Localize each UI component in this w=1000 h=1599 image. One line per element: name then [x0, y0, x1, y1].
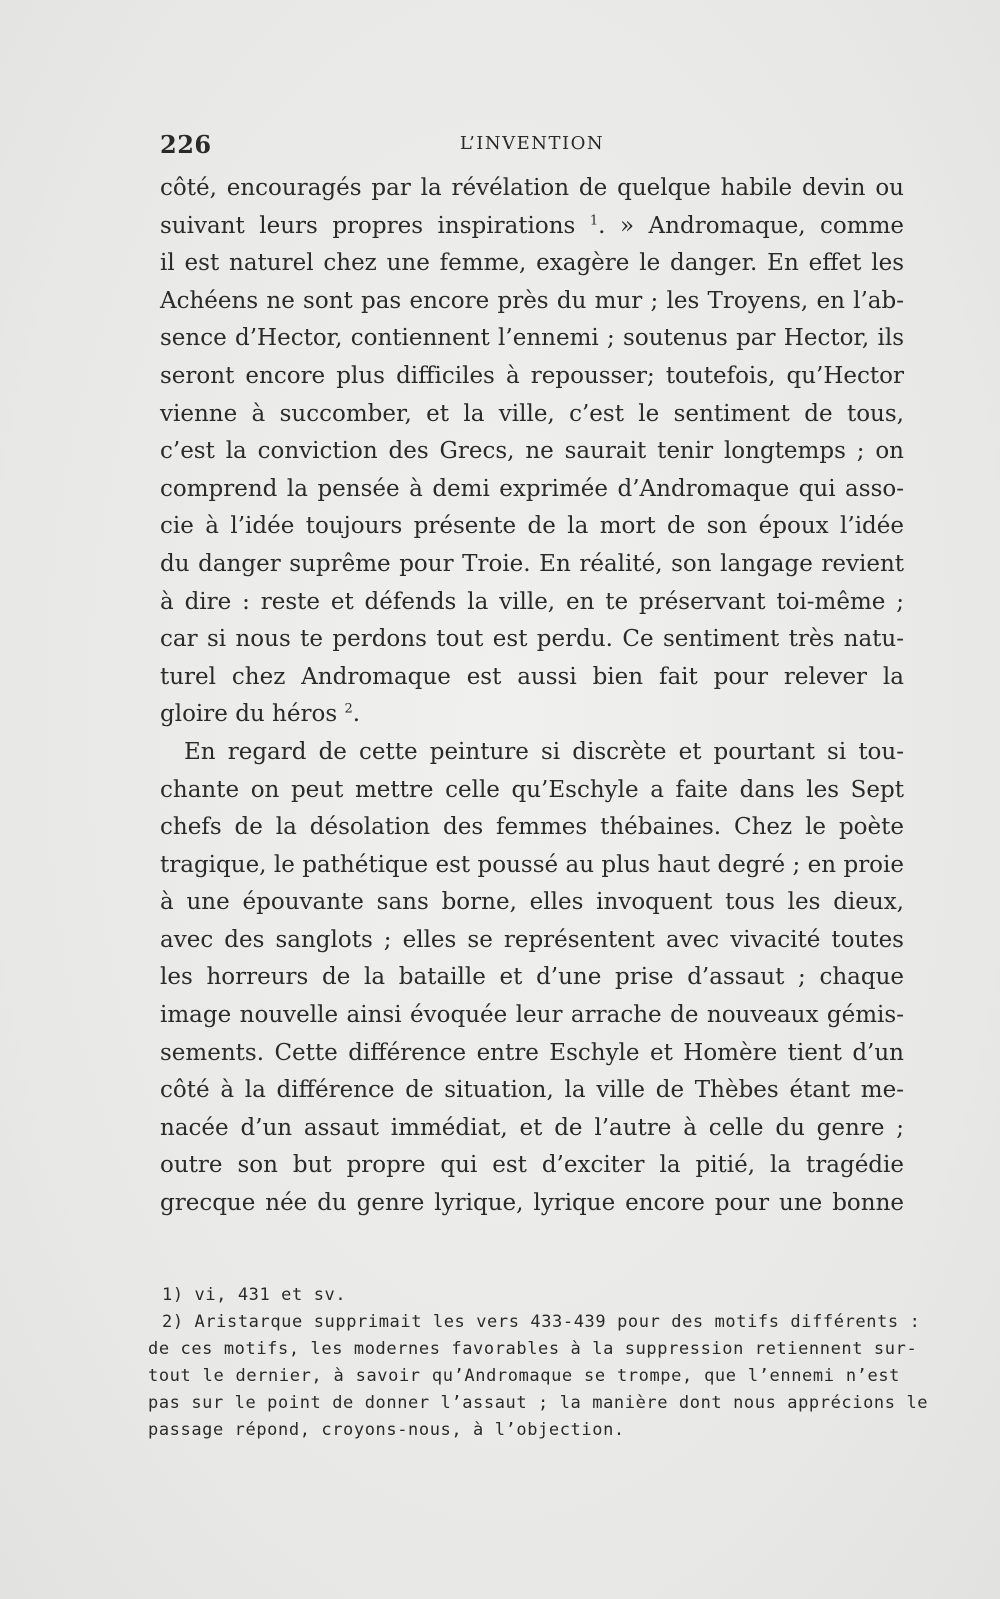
text-line: comprend la pensée à demi exprimée d’Andromaque qui asso- — [160, 475, 904, 502]
text-line: côté à la différence de situation, la ville de Thèbes étant me- — [160, 1077, 904, 1104]
footnote-line: tout le dernier, à savoir qu’Andromaque se trompe, que l’ennemi n’est — [148, 1366, 900, 1386]
page-header — [160, 130, 904, 166]
text-line: à une épouvante sans borne, elles invoquent tous les dieux, — [160, 889, 904, 916]
text-line: turel chez Andromaque est aussi bien fait pour relever la — [160, 663, 904, 690]
text-fragment: . — [352, 701, 361, 728]
text-line: à dire : reste et défends la ville, en te préservant toi-même ; — [160, 588, 904, 615]
footnote-line: pas sur le point de donner l’assaut ; la manière dont nous apprécions le — [148, 1393, 929, 1413]
text-line: les horreurs de la bataille et d’une prise d’assaut ; chaque — [160, 964, 904, 991]
text-line: chefs de la désolation des femmes thébaines. Chez le poète — [160, 814, 904, 841]
page-number: 226 — [160, 130, 212, 159]
footnote-line: passage répond, croyons-nous, à l’objection. — [148, 1420, 625, 1440]
text-line: Achéens ne sont pas encore près du mur ; les Troyens, en l’ab- — [160, 287, 904, 314]
text-line: grecque née du genre lyrique, lyrique encore pour une bonne — [160, 1190, 904, 1217]
text-line: côté, encouragés par la révélation de quelque habile devin ou — [160, 175, 904, 201]
footnotes — [148, 1282, 929, 1444]
text-line: seront encore plus difficiles à repousser; toutefois, qu’Hector — [160, 362, 904, 389]
text-line: chante on peut mettre celle qu’Eschyle a faite dans les Sept — [160, 776, 904, 803]
text-line: vienne à succomber, et la ville, c’est le sentiment de tous, — [160, 400, 904, 427]
text-line: car si nous te perdons tout est perdu. Ce sentiment très natu- — [160, 626, 904, 653]
body-text — [160, 170, 904, 1223]
text-line: tragique, le pathétique est poussé au plus haut degré ; en proie — [160, 851, 904, 878]
footnote-line: de ces motifs, les modernes favorables à la suppression retiennent sur- — [148, 1339, 918, 1359]
text-line: il est naturel chez une femme, exagère le danger. En effet les — [160, 250, 904, 277]
text-line: avec des sanglots ; elles se représentent avec vivacité toutes — [160, 926, 904, 953]
text-fragment: . » Andromaque, comme — [598, 212, 904, 239]
text-line: sements. Cette différence entre Eschyle et Homère tient d’un — [160, 1039, 904, 1066]
footnote-1: 1) vi, 431 et sv. — [162, 1285, 347, 1305]
text-line — [160, 208, 904, 246]
text-fragment: suivant leurs propres inspirations — [160, 212, 576, 239]
text-line — [160, 696, 904, 734]
running-head: L’INVENTION — [459, 133, 605, 154]
text-line: En regard de cette peinture si discrète et pourtant si tou- — [184, 738, 904, 765]
text-line: outre son but propre qui est d’exciter la pitié, la tragédie — [160, 1152, 904, 1179]
text-fragment: gloire du héros — [160, 701, 338, 728]
text-line: nacée d’un assaut immédiat, et de l’autre à celle du genre ; — [160, 1114, 904, 1141]
footnote-ref-2: 2 — [344, 701, 353, 717]
text-line: du danger suprême pour Troie. En réalité, son langage revient — [160, 550, 904, 577]
text-line: image nouvelle ainsi évoquée leur arrache de nouveaux gémis- — [160, 1002, 904, 1029]
text-line: c’est la conviction des Grecs, ne saurait tenir longtemps ; on — [160, 438, 904, 465]
text-line: sence d’Hector, contiennent l’ennemi ; soutenus par Hector, ils — [160, 325, 904, 352]
footnote-ref-1: 1 — [589, 212, 599, 228]
footnote-2: 2) Aristarque supprimait les vers 433-439 pour des motifs différents : — [162, 1312, 921, 1332]
text-line: cie à l’idée toujours présente de la mort de son époux l’idée — [160, 513, 904, 540]
